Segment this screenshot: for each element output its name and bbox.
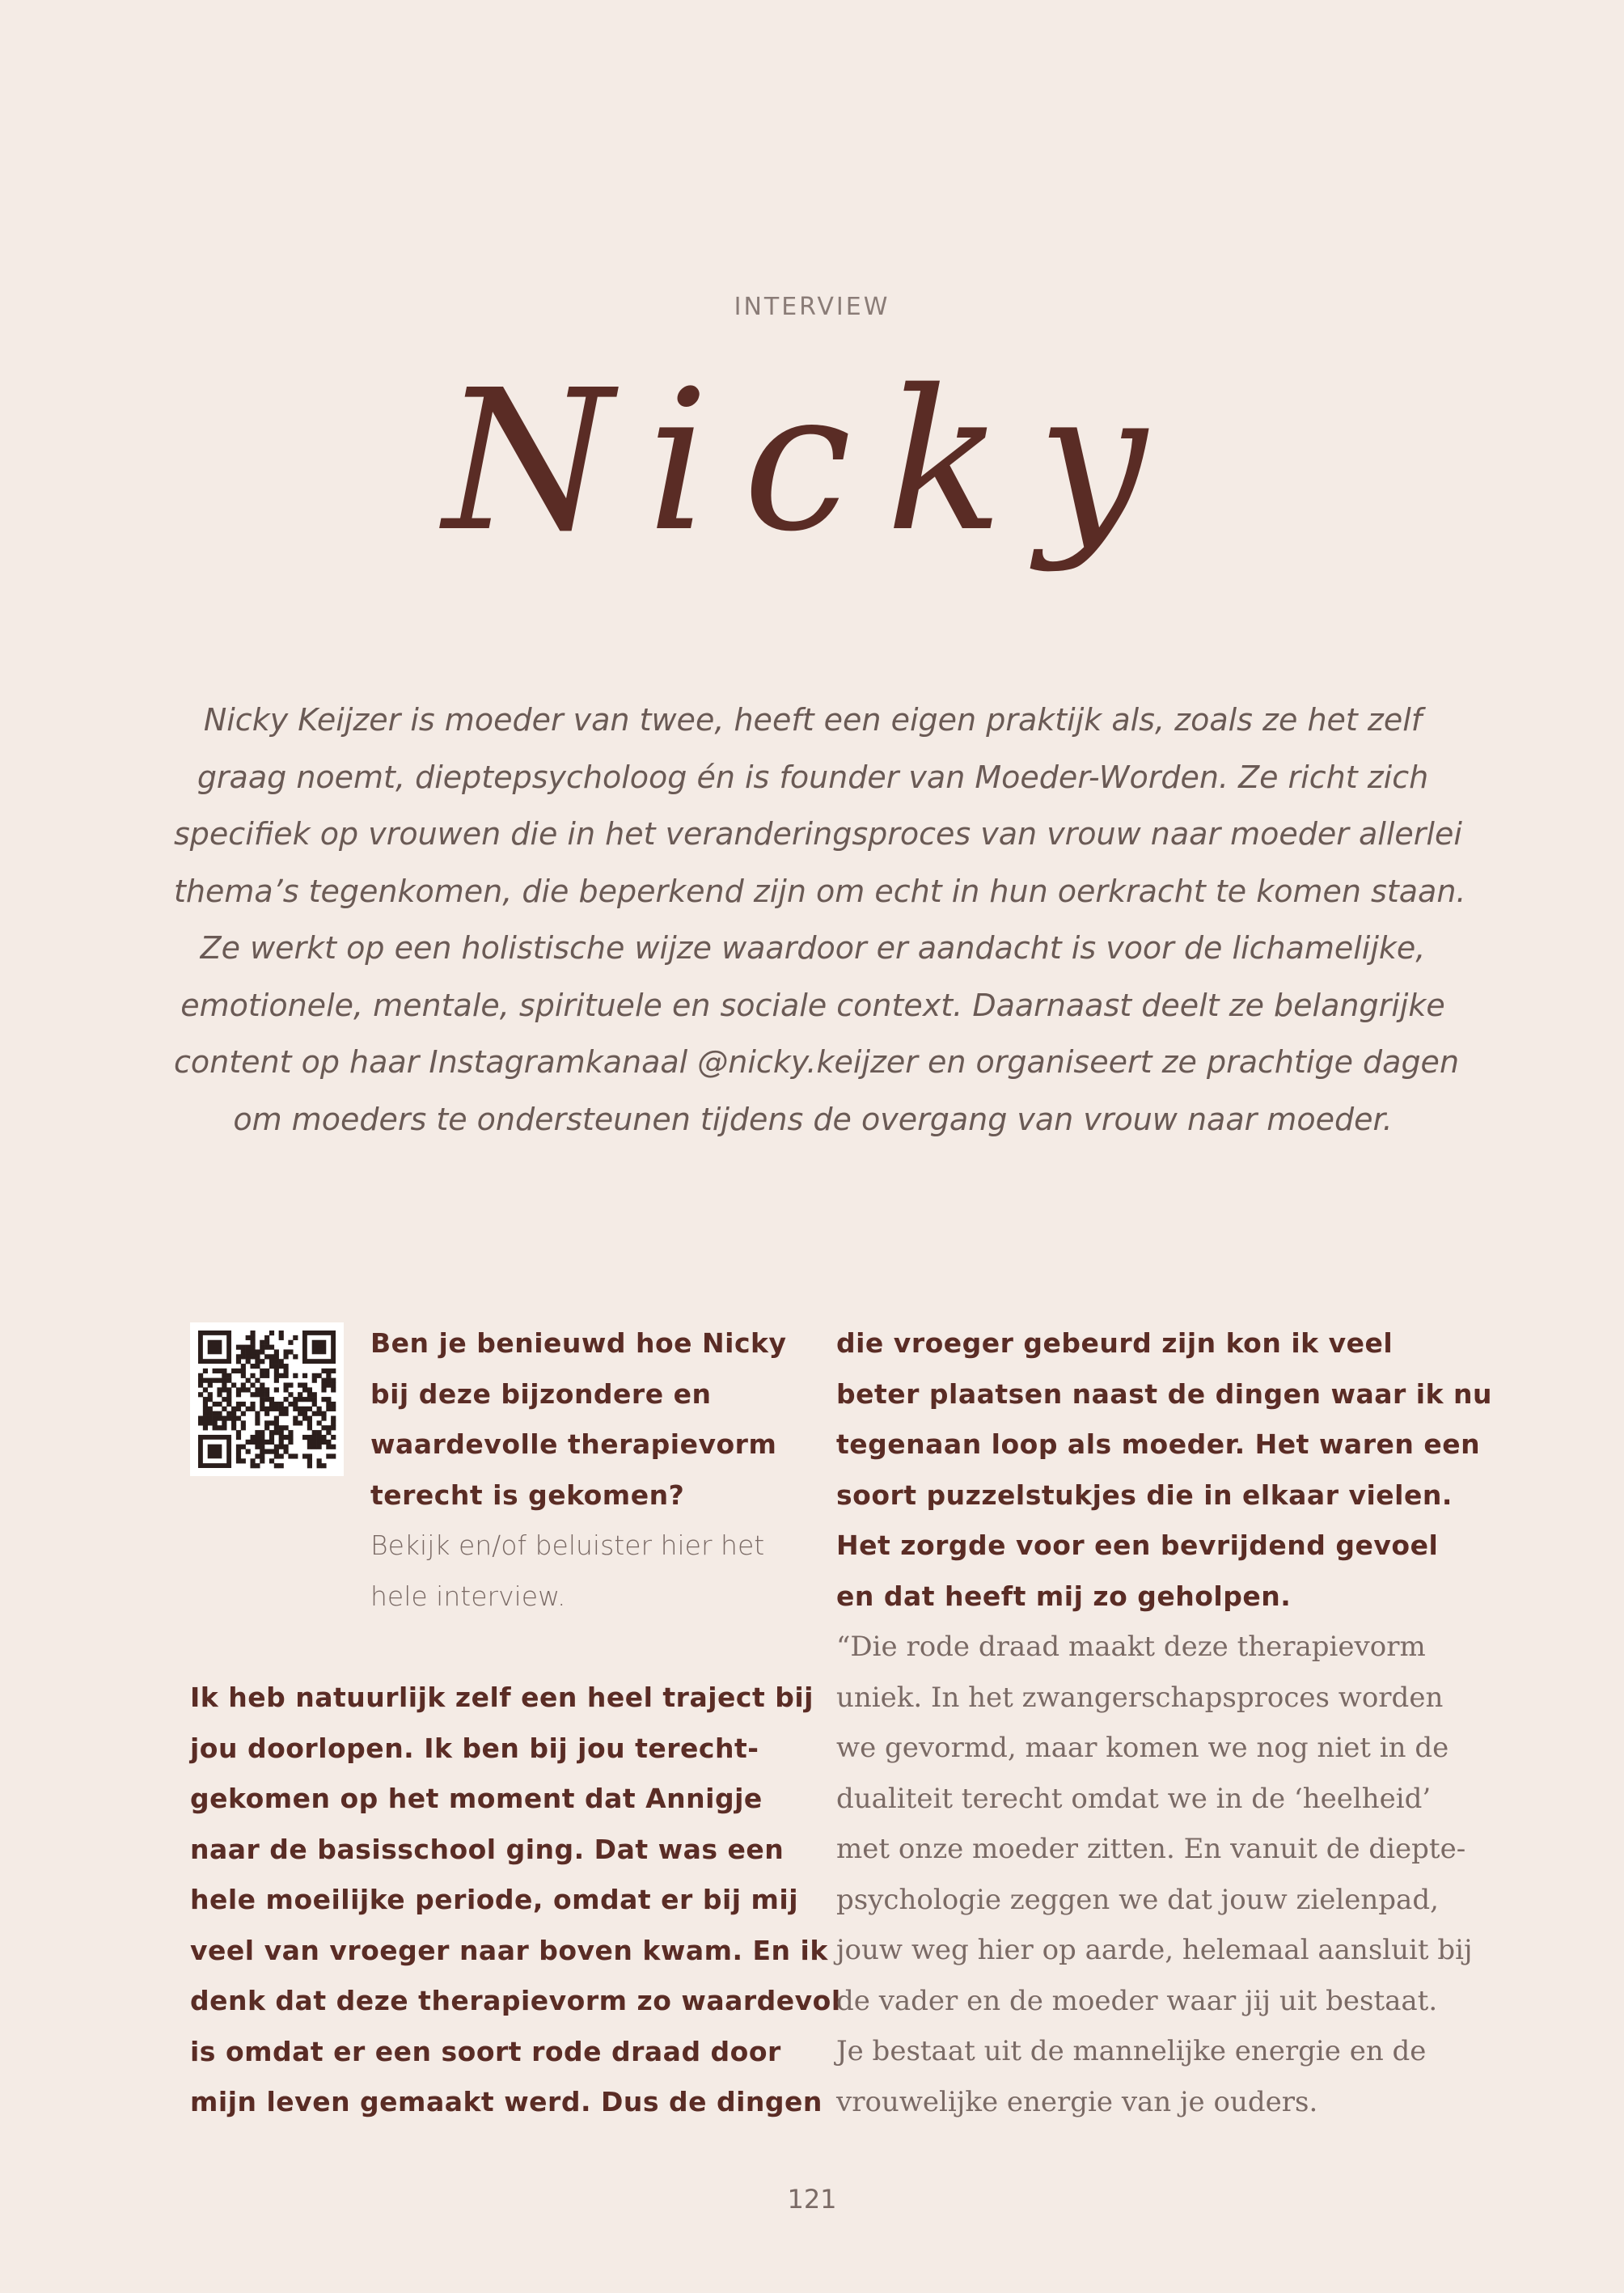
qr-question (370, 1318, 799, 1521)
page-title: Nicky (442, 348, 1182, 574)
intro-line: graag noemt, dieptepsycholoog én is founder van Moeder-Worden. Ze richt zich (197, 759, 1429, 795)
question-line: jou doorlopen. Ik ben bij jou terecht- (190, 1732, 759, 1764)
interview-question-right (836, 1318, 1493, 1622)
section-kicker: INTERVIEW (734, 293, 890, 321)
question-line: tegenaan loop als moeder. Het waren een (836, 1428, 1481, 1460)
intro-line: om moeders te ondersteunen tijdens de overgang van vrouw naar moeder. (233, 1101, 1393, 1137)
answer-line: psychologie zeggen we dat jouw zielenpad, (836, 1883, 1439, 1916)
intro-line: Ze werkt op een holistische wijze waardoor er aandacht is voor de lichamelijke, (200, 930, 1426, 966)
answer-line: we gevormd, maar komen we nog niet in de (836, 1732, 1449, 1764)
intro-line: emotionele, mentale, spirituele en sociale context. Daarnaast deelt ze belangrijke (180, 987, 1445, 1023)
answer-line: Je bestaat uit de mannelijke energie en de (836, 2035, 1427, 2067)
intro-line: Nicky Keijzer is moeder van twee, heeft een eigen praktijk als, zoals ze het zelf (203, 702, 1423, 738)
question-line: gekomen op het moment dat Annigje (190, 1783, 763, 1814)
answer-line: vrouwelijke energie van je ouders. (836, 2085, 1318, 2118)
qr-subtext-line: hele interview. (370, 1580, 566, 1612)
answer-line: uniek. In het zwangerschapsproces worden (836, 1681, 1444, 1714)
qr-subtext (370, 1521, 799, 1622)
question-line: is omdat er een soort rode draad door (190, 2035, 781, 2067)
qr-question-line: Ben je benieuwd hoe Nicky (370, 1327, 787, 1359)
qr-code[interactable] (190, 1322, 344, 1476)
answer-line: “Die rode draad maakt deze therapievorm (836, 1631, 1426, 1663)
question-line: beter plaatsen naast de dingen waar ik nu (836, 1377, 1493, 1410)
intro-line: specifiek op vrouwen die in het veranderingsproces van vrouw naar moeder allerlei (174, 816, 1462, 852)
answer-line: met onze moeder zitten. En vanuit de diepte- (836, 1833, 1466, 1865)
answer-line: de vader en de moeder waar jij uit bestaat. (836, 1984, 1438, 2017)
qr-question-line: terecht is gekomen? (370, 1479, 685, 1511)
question-line: die vroeger gebeurd zijn kon ik veel (836, 1327, 1394, 1359)
question-line: Het zorgde voor een bevrijdend gevoel (836, 1529, 1439, 1561)
qr-code-icon (190, 1322, 344, 1476)
question-line: hele moeilijke periode, omdat er bij mij (190, 1884, 799, 1915)
qr-question-line: bij deze bijzondere en (370, 1377, 712, 1410)
intro-line: thema’s tegenkomen, die beperkend zijn om echt in hun oerkracht te komen staan. (174, 873, 1466, 909)
question-line: denk dat deze therapievorm zo waardevol (190, 1985, 841, 2016)
question-line: naar de basisschool ging. Dat was een (190, 1833, 785, 1865)
question-line: en dat heeft mij zo geholpen. (836, 1580, 1292, 1612)
answer-line: dualiteit terecht omdat we in de ‘heelheid’ (836, 1782, 1432, 1815)
interview-question-left (190, 1673, 841, 2128)
intro-line: content op haar Instagramkanaal @nicky.keijzer en organiseert ze prachtige dagen (174, 1044, 1460, 1080)
question-line: veel van vroeger naar boven kwam. En ik (190, 1934, 828, 1966)
question-line: Ik heb natuurlijk zelf een heel traject bij (190, 1682, 814, 1713)
page-number: 121 (787, 2184, 837, 2215)
qr-question-line: waardevolle therapievorm (370, 1428, 777, 1460)
question-line: mijn leven gemaakt werd. Dus de dingen (190, 2086, 823, 2117)
answer-line: jouw weg hier op aarde, helemaal aansluit bij (836, 1934, 1473, 1966)
qr-subtext-line: Bekijk en/of beluister hier het (370, 1529, 765, 1561)
interview-answer (836, 1622, 1473, 2127)
intro-paragraph (174, 692, 1466, 1148)
question-line: soort puzzelstukjes die in elkaar vielen. (836, 1479, 1453, 1511)
